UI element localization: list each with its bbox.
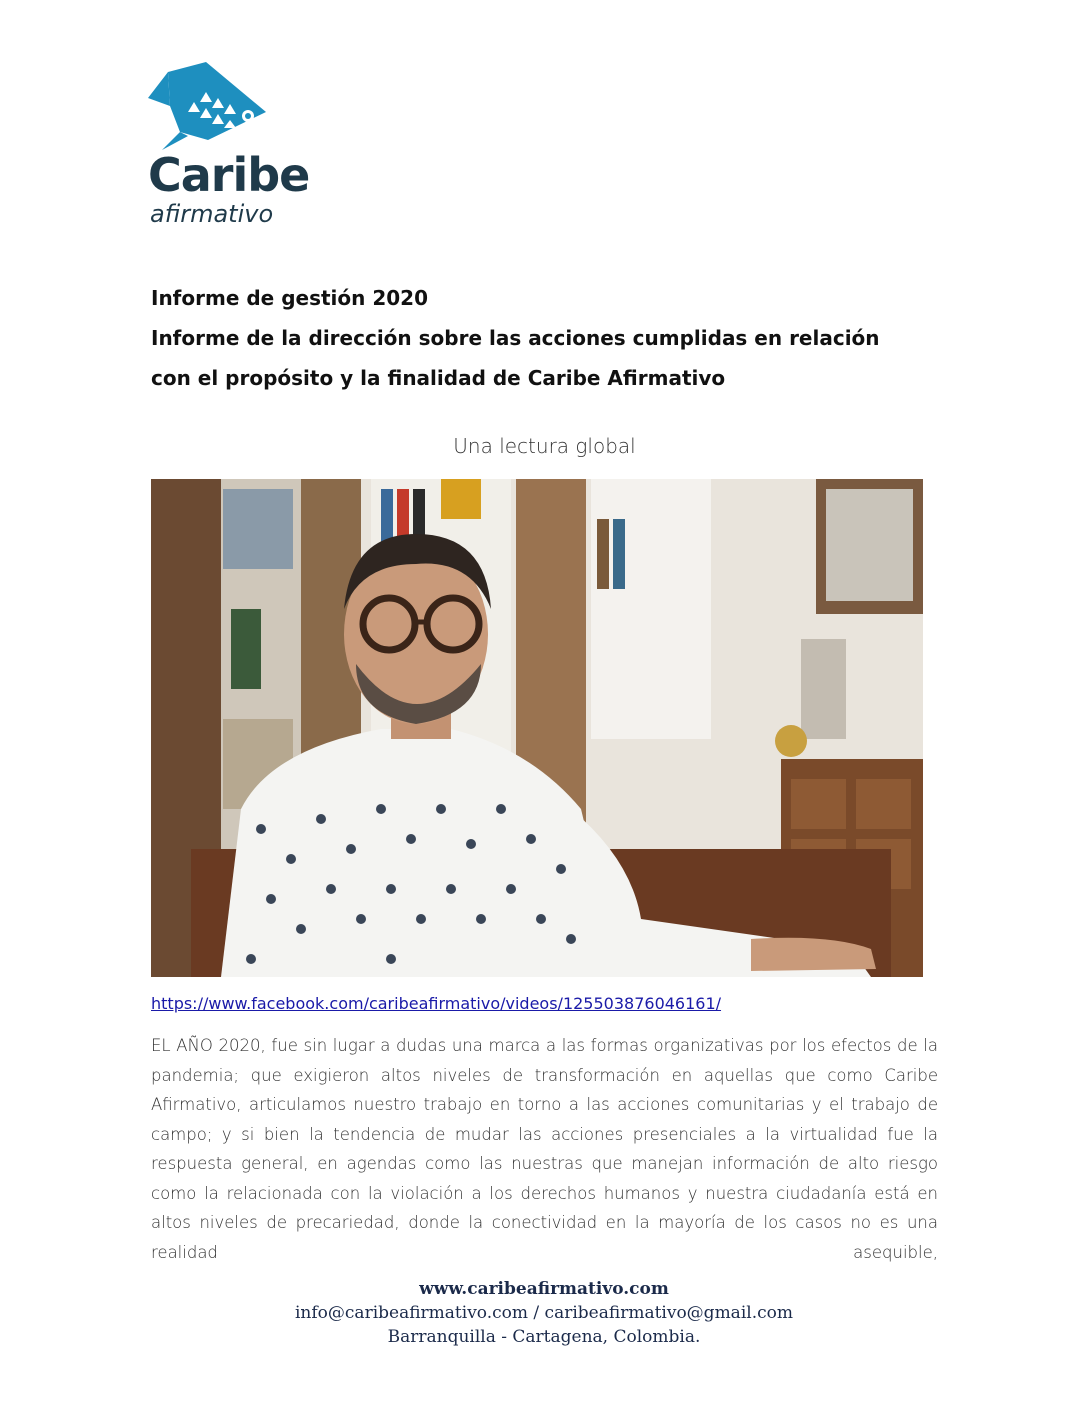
footer: [0, 1277, 1088, 1349]
body-paragraph: EL AÑO 2020, fue sin lugar a dudas una marca a las formas organizativas por los efectos de la pandemia; que exigieron altos niveles de transformación en aquellas que como Caribe Afirmativo, articulamos nuestro trabajo en torno a las acciones comunitarias y el trabajo de campo; y si bien la tendencia de mudar las acciones presenciales a la virtualidad fue la respuesta general, en agendas como las nuestras que manejan información de alto riesgo como la relacionada con la violación a los derechos humanos y nuestra ciudadanía está en altos niveles de precariedad, donde la conectividad en la mayoría de los casos no es una realidad asequible,: [151, 1036, 938, 1262]
logo: [148, 62, 310, 232]
logo-wordmark: Caribe: [148, 148, 310, 202]
fish-icon: [148, 62, 278, 152]
document-title: [151, 278, 941, 398]
section-subtitle: Una lectura global: [453, 434, 636, 458]
photo-illustration: [151, 479, 923, 977]
title-line-1: Informe de gestión 2020: [151, 286, 429, 310]
logo-wordmark-sub: afirmativo: [150, 200, 274, 228]
title-line-3: con el propósito y la finalidad de Caribe Afirmativo: [151, 366, 726, 390]
title-line-2: Informe de la dirección sobre las acciones cumplidas en relación: [151, 326, 880, 350]
facebook-video-link[interactable]: https://www.facebook.com/caribeafirmativo/videos/125503876046161/: [151, 994, 722, 1013]
footer-website[interactable]: www.caribeafirmativo.com: [419, 1279, 669, 1299]
video-thumbnail[interactable]: [151, 479, 923, 977]
footer-emails[interactable]: info@caribeafirmativo.com / caribeafirmativo@gmail.com: [295, 1303, 793, 1323]
footer-location: Barranquilla - Cartagena, Colombia.: [387, 1327, 701, 1347]
